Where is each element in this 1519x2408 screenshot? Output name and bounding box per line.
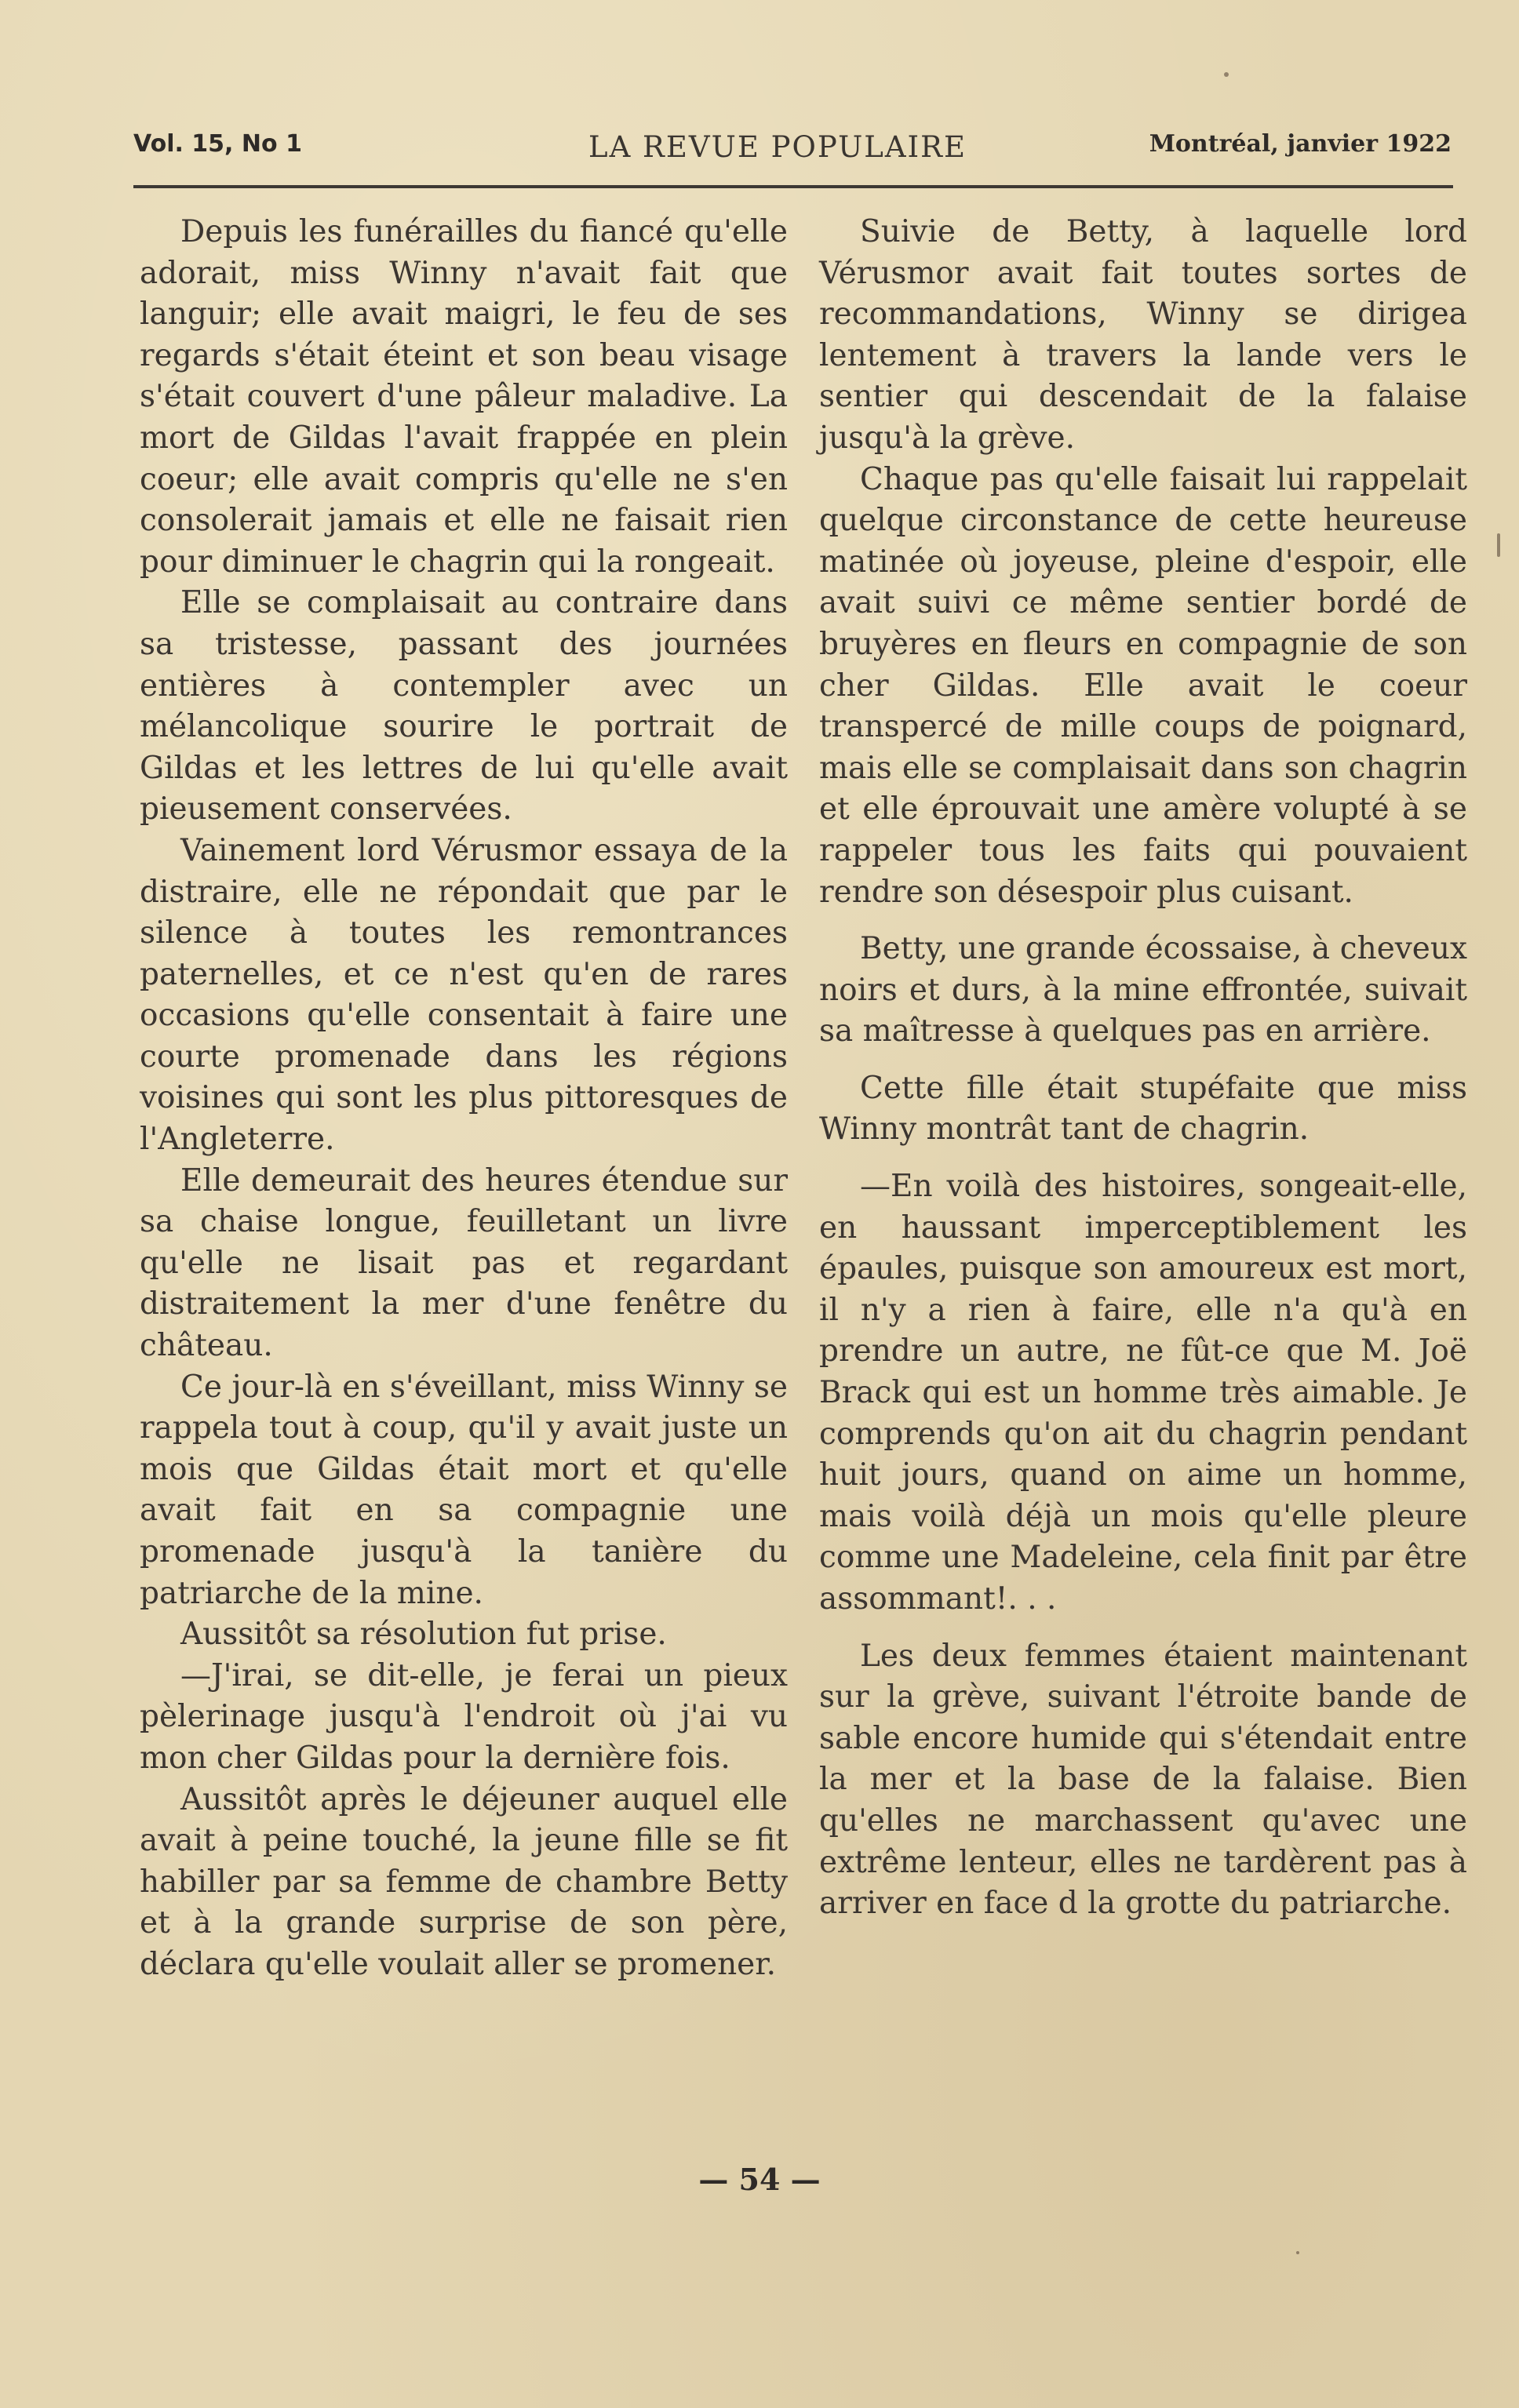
page-header: [133, 124, 1452, 171]
paper-speck: [1296, 2251, 1299, 2254]
paragraph: Chaque pas qu'elle faisait lui rappelait quelque circonstance de cette heureuse matinée où joyeuse, pleine d'espoir, elle avait suivi ce même sentier bordé de bruyères en fleurs en compagnie de son cher Gildas. Elle avait le coeur transpercé de mille coups de poignard, mais elle se complaisait dans son chagrin et elle éprouvait une amère volupté à se rappeler tous les faits qui pouvaient rendre son désespoir plus cuisant.: [819, 461, 1467, 910]
publication-title: LA REVUE POPULAIRE: [588, 130, 967, 164]
paragraph: Betty, une grande écossaise, à cheveux noirs et durs, à la mine effrontée, suivait sa maîtresse à quelques pas en arrière.: [819, 931, 1467, 1049]
paragraph: Les deux femmes étaient maintenant sur la grève, suivant l'étroite bande de sable encore humide qui s'étendait entre la mer et la base de la falaise. Bien qu'elles ne marchassent qu'avec une extrême lenteur, elles ne tardèrent pas à arriver en face d la grotte du patriarche.: [819, 1638, 1467, 1922]
paper-speck: [1224, 72, 1229, 77]
paragraph: Depuis les funérailles du fiancé qu'elle adorait, miss Winny n'avait fait que languir; elle avait maigri, le feu de ses regards s'était éteint et son beau visage s'était couvert d'une pâleur maladive. La mort de Gildas l'avait frappée en plein coeur; elle avait compris qu'elle ne s'en consolerait jamais et elle ne faisait rien pour diminuer le chagrin qui la rongeait.: [140, 214, 788, 580]
paragraph: Elle se complaisait au contraire dans sa tristesse, passant des journées entières à contempler avec un mélancolique sourire le portrait de Gildas et les lettres de lui qu'elle avait pieusement conservées.: [140, 585, 788, 828]
right-column: [819, 212, 1467, 1925]
paragraph: Vainement lord Vérusmor essaya de la distraire, elle ne répondait que par le silence à toutes les remontrances paternelles, et ce n'est qu'en de rares occasions qu'elle consentait à faire une courte promenade dans les régions voisines qui sont les plus pittoresques de l'Angleterre.: [140, 832, 788, 1158]
paragraph: —En voilà des histoires, songeait-elle, en haussant imperceptiblement les épaules, puisque son amoureux est mort, il n'y a rien à faire, elle n'a qu'à en prendre un autre, ne fût-ce que M. Joë Brack qui est un homme très aimable. Je comprends qu'on ait du chagrin pendant huit jours, quand on aime un homme, mais voilà déjà un mois qu'elle pleure comme une Madeleine, cela finit par être assommant!. . .: [819, 1169, 1467, 1617]
paragraph: Suivie de Betty, à laquelle lord Vérusmor avait fait toutes sortes de recommandations, Winny se dirigea lentement à travers la lande vers le sentier qui descendait de la falaise jusqu'à la grève.: [819, 214, 1467, 456]
issue-date: Montréal, janvier 1922: [1149, 130, 1452, 158]
paragraph: Cette fille était stupéfaite que miss Winny montrât tant de chagrin.: [819, 1070, 1467, 1148]
paragraph: —J'irai, se dit-elle, je ferai un pieux pèlerinage jusqu'à l'endroit où j'ai vu mon cher Gildas pour la dernière fois.: [140, 1657, 788, 1776]
page-number: — 54 —: [698, 2162, 821, 2197]
paragraph: Elle demeurait des heures étendue sur sa chaise longue, feuilletant un livre qu'elle ne lisait pas et regardant distraitement la mer d'une fenêtre du château.: [140, 1162, 788, 1364]
paragraph: Ce jour-là en s'éveillant, miss Winny se rappela tout à coup, qu'il y avait juste un mois que Gildas était mort et qu'elle avait fait en sa compagnie une promenade jusqu'à la tanière du patriarche de la mine.: [140, 1369, 788, 1611]
paragraph: Aussitôt après le déjeuner auquel elle avait à peine touché, la jeune fille se fit habiller par sa femme de chambre Betty et à la grande surprise de son père, déclara qu'elle voulait aller se promener.: [140, 1781, 788, 1982]
volume-number: Vol. 15, No 1: [133, 130, 302, 158]
paper-speck: [1497, 533, 1500, 557]
paragraph: Aussitôt sa résolution fut prise.: [180, 1617, 667, 1653]
header-rule: [133, 185, 1453, 188]
left-column: [140, 212, 788, 1986]
